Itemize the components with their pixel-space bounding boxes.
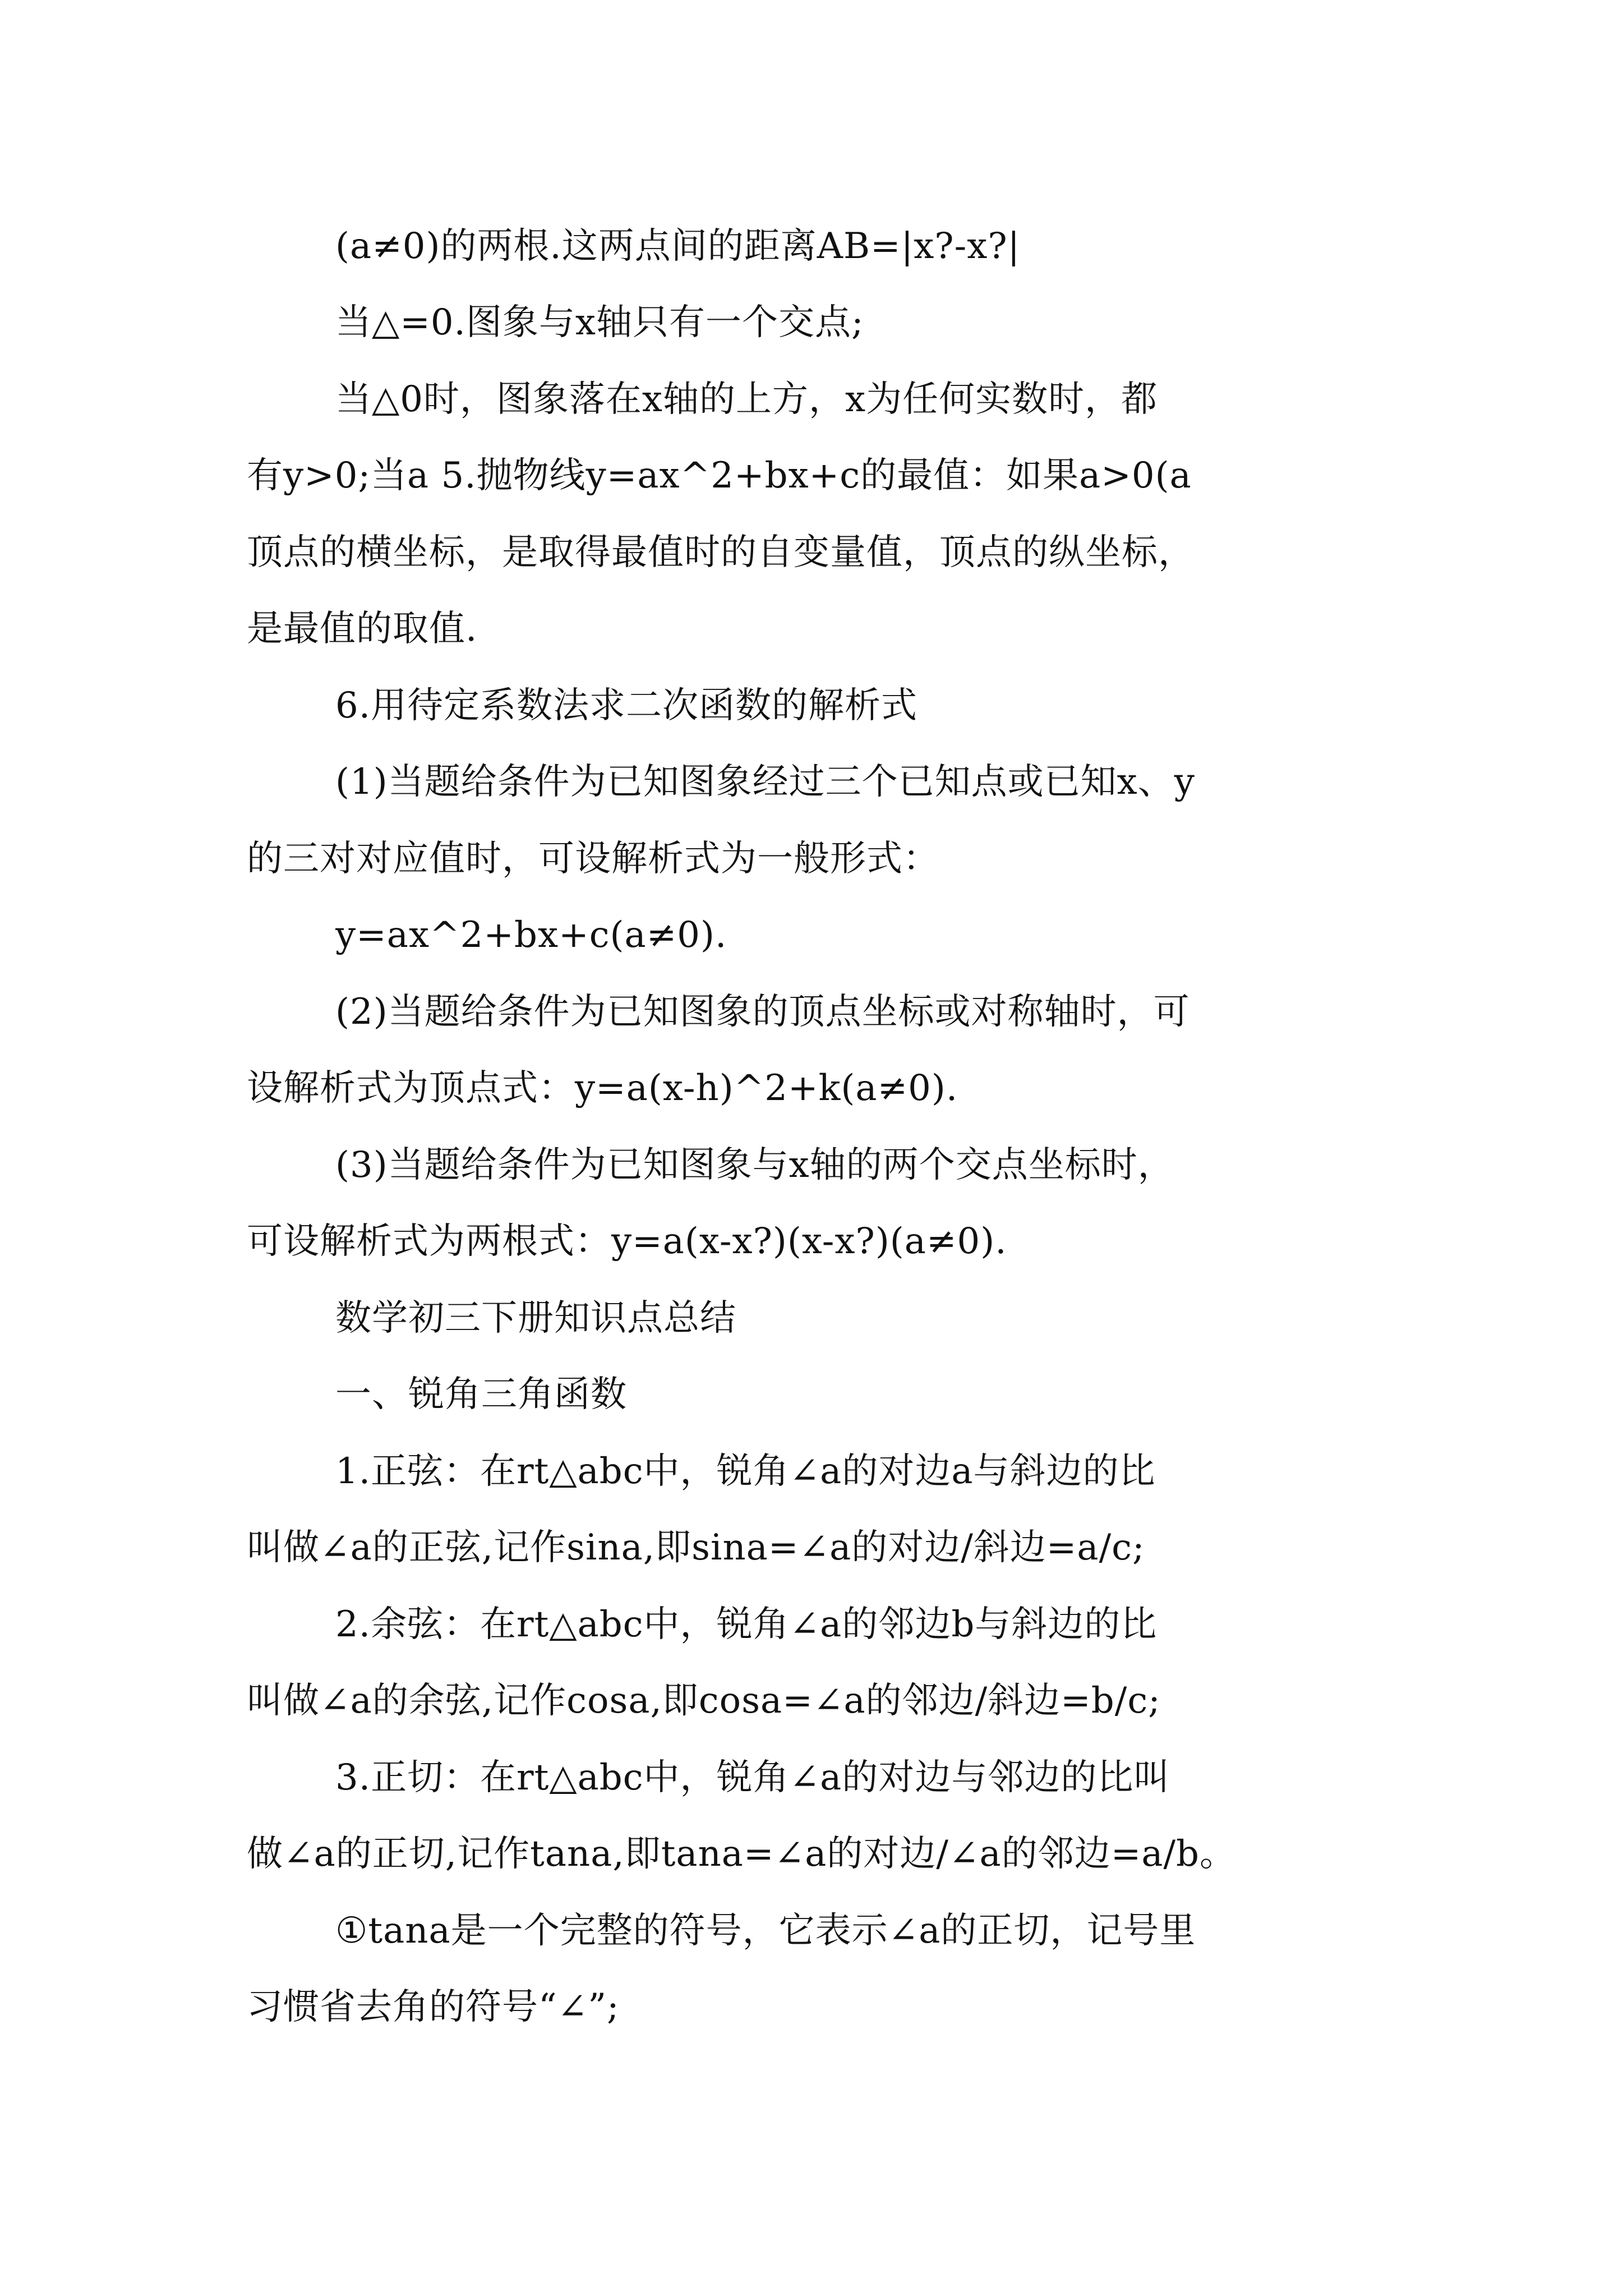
text-line: 顶点的横坐标，是取得最值时的自变量值，顶点的纵坐标， <box>247 532 1195 573</box>
text-line: (1)当题给条件为已知图象经过三个已知点或已知x、y <box>335 761 1195 803</box>
text-line: 的三对对应值时，可设解析式为一般形式： <box>247 838 939 880</box>
text-line: ①tana是一个完整的符号，它表示∠a的正切，记号里 <box>335 1910 1196 1952</box>
text-line: 是最值的取值. <box>247 608 478 650</box>
text-line: 当△0时，图象落在x轴的上方，x为任何实数时，都 <box>335 379 1158 420</box>
text-line: 叫做∠a的正弦,记作sina,即sina=∠a的对边/斜边=a/c; <box>247 1527 1145 1568</box>
text-line: 当△=0.图象与x轴只有一个交点; <box>335 302 864 343</box>
text-line: 可设解析式为两根式：y=a(x-x?)(x-x?)(a≠0). <box>247 1221 1007 1262</box>
text-line: y=ax^2+bx+c(a≠0). <box>335 914 727 956</box>
text-line: 设解析式为顶点式：y=a(x-h)^2+k(a≠0). <box>247 1068 958 1109</box>
text-line: 3.正切：在rt△abc中，锐角∠a的对边与邻边的比叫 <box>335 1757 1170 1798</box>
text-line: (a≠0)的两根.这两点间的距离AB=|x?-x?| <box>335 226 1021 267</box>
text-line: (2)当题给条件为已知图象的顶点坐标或对称轴时，可 <box>335 991 1190 1033</box>
text-line: 习惯省去角的符号“∠”; <box>247 1986 620 2028</box>
text-line: (3)当题给条件为已知图象与x轴的两个交点坐标时， <box>335 1144 1174 1186</box>
text-line: 做∠a的正切,记作tana,即tana=∠a的对边/∠a的邻边=a/b。 <box>247 1833 1237 1875</box>
section-title: 数学初三下册知识点总结 <box>335 1297 736 1339</box>
text-line: 1.正弦：在rt△abc中，锐角∠a的对边a与斜边的比 <box>335 1451 1156 1492</box>
text-line: 2.余弦：在rt△abc中，锐角∠a的邻边b与斜边的比 <box>335 1604 1158 1645</box>
text-line: 6.用待定系数法求二次函数的解析式 <box>335 685 918 726</box>
text-line: 有y>0;当a 5.抛物线y=ax^2+bx+c的最值：如果a>0(a <box>247 455 1192 496</box>
text-line: 叫做∠a的余弦,记作cosa,即cosa=∠a的邻边/斜边=b/c; <box>247 1680 1161 1722</box>
section-heading: 一、锐角三角函数 <box>335 1374 627 1415</box>
